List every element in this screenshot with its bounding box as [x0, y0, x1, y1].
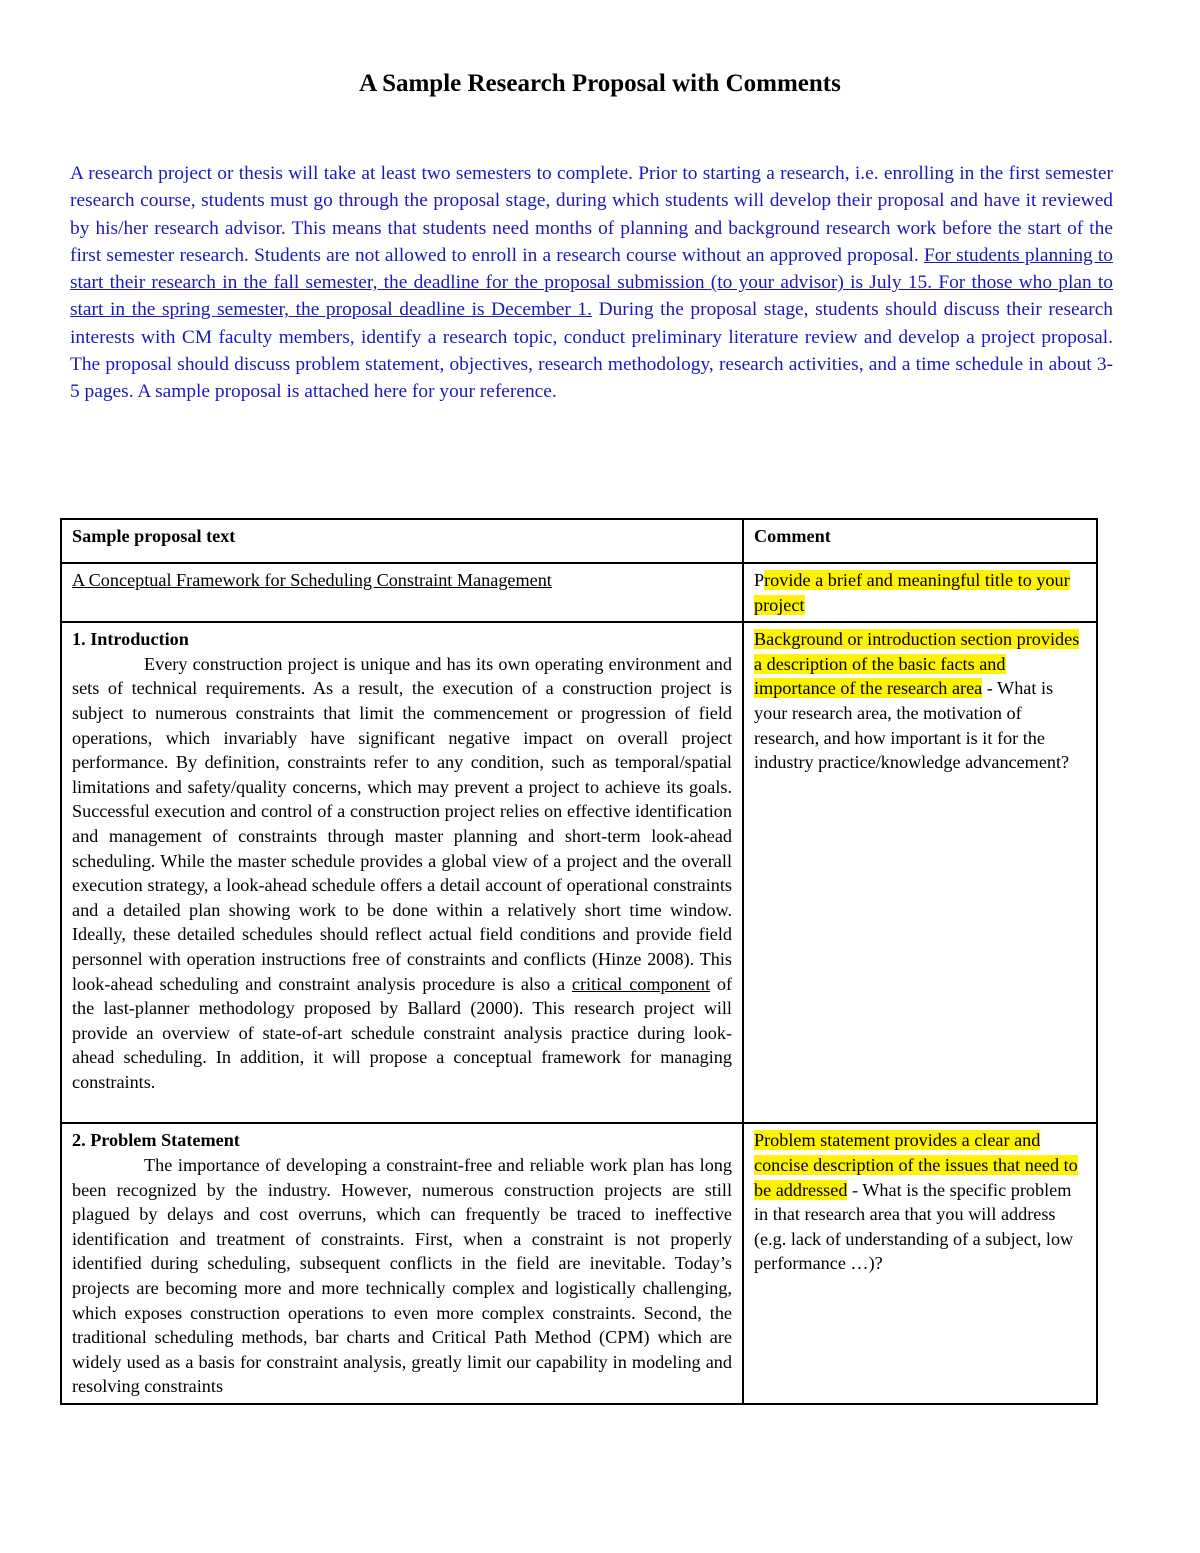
table-row-introduction — [61, 622, 1097, 1123]
problem-statement-text: The importance of developing a constraint-free and reliable work plan has long been recognized by the industry. However, numerous construction projects are still plagued by delays and cost overruns, which can frequently be traced to ineffective identification and treatment of constraints. First, when a constraint is not properly identified during scheduling, subsequent conflicts in the field are inevitable. Today’s projects are becoming more and more technically complex and logistically challenging, which exposes construction operations to even more complex constraints. Second, the traditional scheduling methods, bar charts and Critical Path Method (CPM) which are widely used as a basis for constraint analysis, greatly limit our capability in modeling and resolving constraints — [72, 1155, 732, 1397]
proposal-title: A Conceptual Framework for Scheduling Constraint Management — [72, 570, 552, 590]
problem-comment-highlight: Problem statement provides a clear and concise description of the issues that need to be addressed — [754, 1130, 1078, 1200]
header-sample-text: Sample proposal text — [61, 519, 743, 563]
title-comment-highlight: rovide a brief and meaningful title to your project — [754, 570, 1070, 615]
table-row-problem-statement — [61, 1123, 1097, 1404]
intro-text-2: During the proposal stage, students should discuss their research interests with CM faculty members, identify a research topic, conduct preliminary literature review and develop a project proposal. The proposal should discuss problem statement, objectives, research methodology, research activities, and a time schedule in about 3-5 pages. A sample proposal is attached here for your reference. — [70, 299, 1113, 403]
table-row-title — [61, 563, 1097, 622]
title-comment-cell — [743, 563, 1097, 622]
introduction-text-a: Every construction project is unique and has its own operating environment and sets of technical requirements. As a result, the execution of a construction project is subject to numerous constraints that limit the commencement or progression of field operations, which invariably have significant negative impact on overall project performance. By definition, constraints refer to any condition, such as temporal/spatial limitations and safety/quality concerns, which may prevent a project to achieve its goals. Successful execution and control of a construction project relies on effective identification and management of constraints through master planning and short-term look-ahead scheduling. While the master schedule provides a global view of a project and the overall execution strategy, a look-ahead schedule offers a detail account of operational constraints and a detailed plan showing work to be done within a relatively short time window. Ideally, these detailed schedules should reflect actual field conditions and provide field personnel with operation instructions free of constraints and conflicts (Hinze 2008). This look-ahead scheduling and constraint analysis procedure is also a — [72, 653, 732, 994]
introduction-cell — [61, 622, 743, 1123]
header-comment: Comment — [743, 519, 1097, 563]
problem-comment-text: - What is the specific problem in that research area that you will address (e.g. lack of understanding of a subject, low performance …)? — [754, 1179, 1074, 1274]
intro-paragraph — [70, 160, 1113, 406]
introduction-heading: 1. Introduction — [72, 629, 189, 650]
critical-component-term: critical component — [571, 973, 711, 994]
proposal-table — [60, 518, 1098, 1405]
deadline-notice: For students planning to start their research in the fall semester, the deadline for the proposal submission (to your advisor) is July 15. For those who plan to start in the spring semester, the proposal deadline is December 1. — [70, 244, 1113, 321]
problem-statement-heading: 2. Problem Statement — [72, 1130, 240, 1151]
introduction-comment-highlight: Background or introduction section provides a description of the basic facts and importance of the research area — [754, 629, 1080, 699]
problem-statement-cell — [61, 1123, 743, 1404]
introduction-comment-cell — [743, 622, 1097, 1123]
introduction-body — [72, 652, 732, 1095]
introduction-comment-text: - What is your research area, the motivation of research, and how important is it for the industry practice/knowledge advancement? — [754, 678, 1070, 773]
introduction-text-b: of the last-planner methodology proposed by Ballard (2000). This research project will provide an overview of state-of-art schedule constraint analysis practice during look-ahead scheduling. In addition, it will propose a conceptual framework for managing constraints. — [72, 973, 732, 1092]
proposal-title-cell — [61, 563, 743, 622]
table-header-row — [61, 519, 1097, 563]
document-title: A Sample Research Proposal with Comments — [359, 70, 841, 97]
title-comment-lead: P — [754, 570, 765, 590]
problem-comment-cell — [743, 1123, 1097, 1404]
intro-text-1: A research project or thesis will take at least two semesters to complete. Prior to starting a research, i.e. enrolling in the first semester research course, students must go through the proposal stage, during which students will develop their proposal and have it reviewed by his/her research advisor. This means that students need months of planning and background research work before the start of the first semester research. Students are not allowed to enroll in a research course without an approved proposal. — [70, 163, 1113, 266]
problem-statement-body — [72, 1153, 732, 1399]
